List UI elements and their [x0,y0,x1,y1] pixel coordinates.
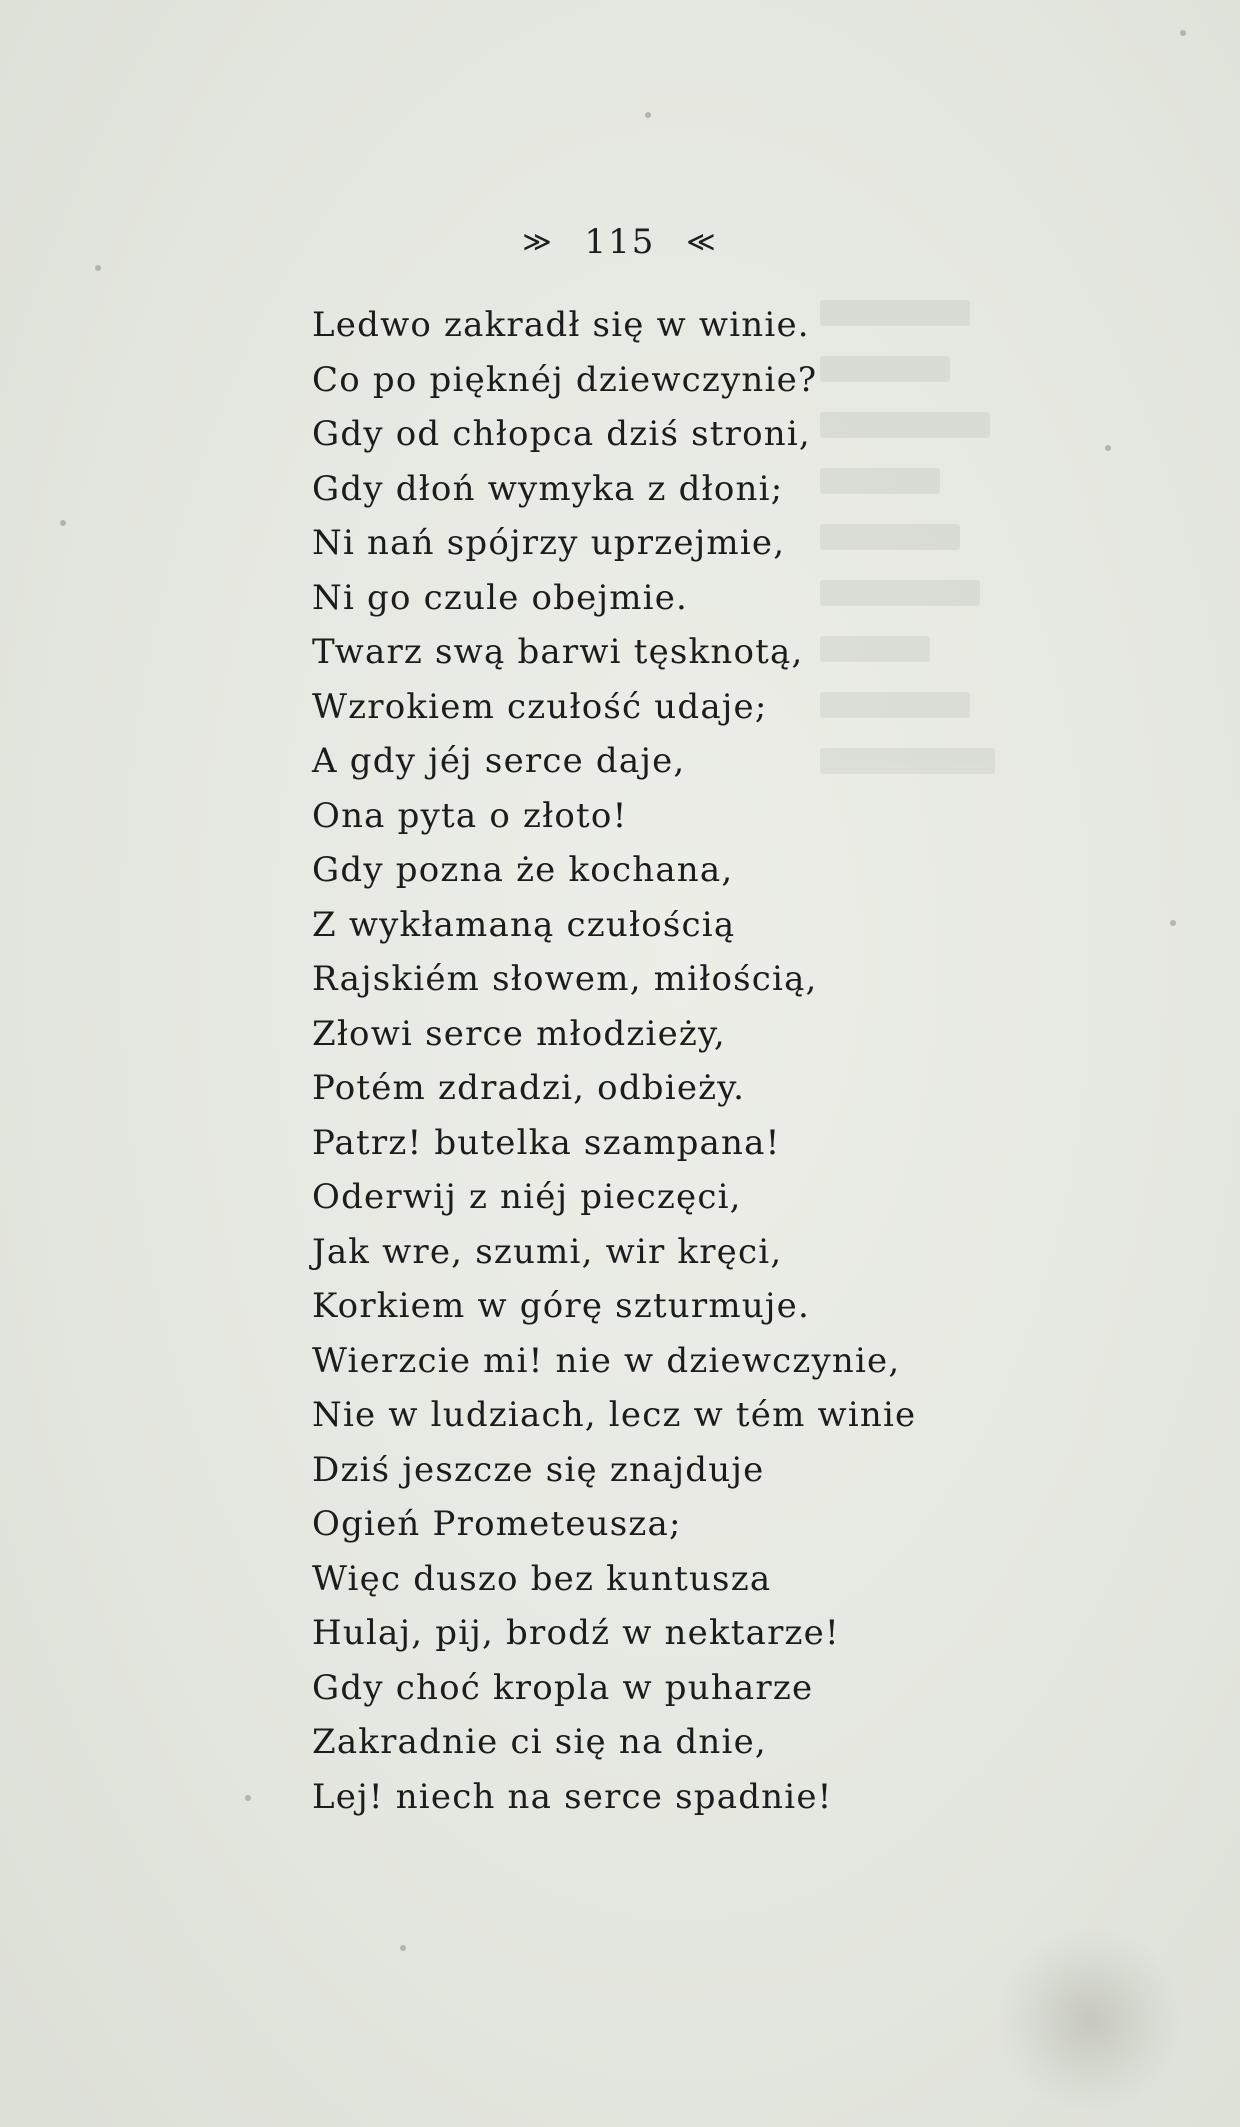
poem-line: Nie w ludziach, lecz w tém winie [312,1395,917,1435]
poem-line: Jak wre, szumi, wir kręci, [312,1231,783,1272]
poem-line: Hulaj, pij, brodź w nektarze! [312,1613,840,1653]
poem-line: Wzrokiem czułość udaje; [312,686,768,727]
paper-speck [645,112,651,118]
paper-speck [60,520,66,526]
paper-speck [400,1945,406,1951]
paper-speck [1170,920,1176,926]
poem-line: Gdy choć kropla w puharze [312,1667,814,1708]
poem-line: Ni go czule obejmie. [312,577,689,618]
poem-line: Z wykłamaną czułością [312,904,736,945]
poem-line: A gdy jéj serce daje, [312,741,686,781]
poem-line: Gdy od chłopca dziś stroni, [312,414,811,454]
poem-line: Więc duszo bez kuntusza [312,1558,772,1599]
poem-line: Ona pyta o złoto! [312,795,628,836]
poem-line: Potém zdradzi, odbieży. [312,1068,746,1108]
poem-line: Co po pięknéj dziewczynie? [312,359,818,400]
poem-line: Oderwij z niéj pieczęci, [312,1177,742,1217]
poem-line: Zakradnie ci się na dnie, [312,1722,767,1762]
poem-line: Twarz swą barwi tęsknotą, [312,632,804,672]
page-header [0,222,1240,272]
poem-line: Wierzcie mi! nie w dziewczynie, [312,1340,901,1381]
poem-line: Ogień Prometeusza; [312,1504,682,1544]
paper-stain [990,1930,1190,2110]
poem-line: Patrz! butelka szampana! [312,1122,781,1163]
poem-line: Dziś jeszcze się znajduje [312,1449,765,1490]
page-number: 115 [584,222,656,262]
poem-line: Gdy dłoń wymyka z dłoni; [312,468,784,509]
paper-speck [1105,445,1111,451]
poem-text [312,298,1012,1824]
paper-speck [1180,30,1186,36]
poem-line: Złowi serce młodzieży, [312,1013,726,1054]
ornament-right-icon: ≪ [686,225,718,258]
poem-line: Gdy pozna że kochana, [312,850,734,890]
poem-line: Korkiem w górę szturmuje. [312,1286,810,1326]
ornament-left-icon: ≫ [522,225,554,258]
poem-line: Ni nań spójrzy uprzejmie, [312,523,786,563]
paper-speck [245,1795,251,1801]
poem-line: Rajskiém słowem, miłością, [312,959,818,999]
poem-line: Ledwo zakradł się w winie. [312,305,810,345]
poem-line: Lej! niech na serce spadnie! [312,1776,833,1817]
